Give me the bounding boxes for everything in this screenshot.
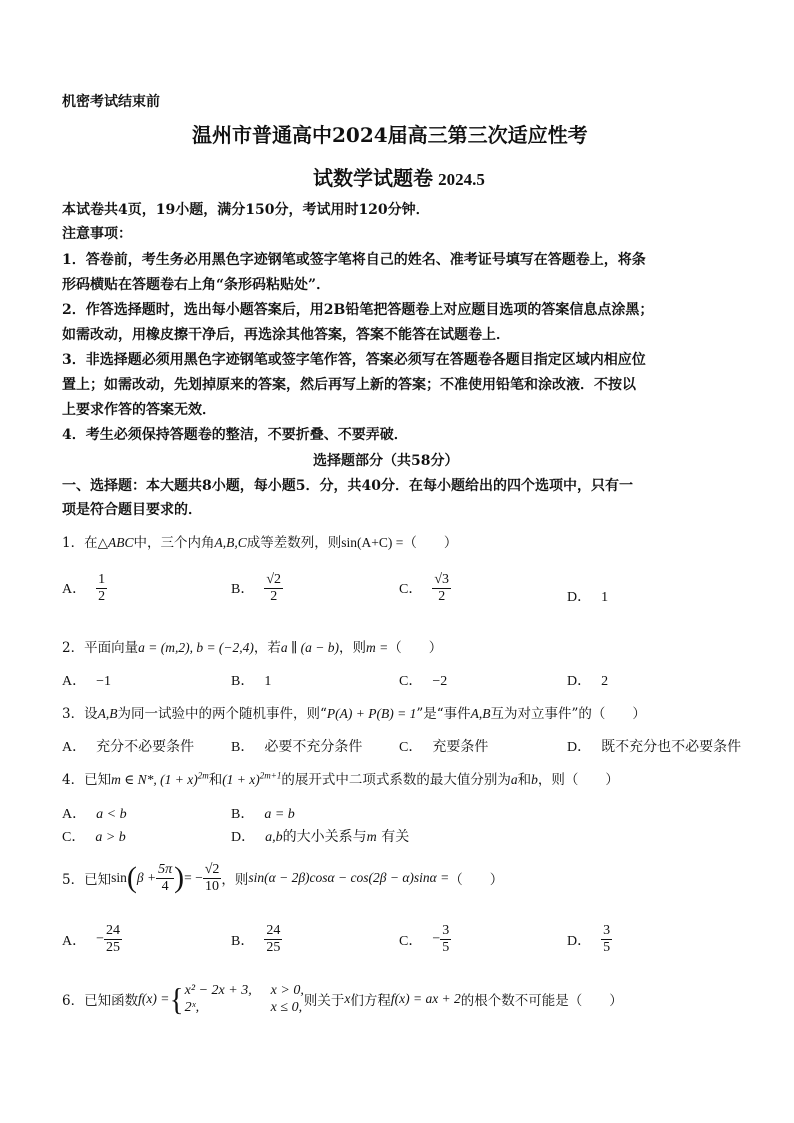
section-desc-cont: 项是符合题目要求的． bbox=[62, 502, 202, 518]
q3-option-d[interactable]: D． 既不充分也不必要条件 bbox=[567, 739, 742, 755]
q4-option-c[interactable]: C． a > b bbox=[62, 830, 126, 845]
q1-blank: （ ） bbox=[403, 535, 458, 551]
q1-option-b[interactable]: B． $\frac{√2}{2}$ bbox=[231, 572, 282, 604]
exam-title-line1: 温州市普通高中2024届高三第三次适应性考 bbox=[192, 123, 588, 147]
q2-option-a[interactable]: A． −1 bbox=[62, 674, 112, 689]
exam-intro: 本试卷共4页，19小题，满分150分，考试用时120分钟． bbox=[62, 202, 430, 218]
q1-option-c[interactable]: C． $\frac{√3}{2}$ bbox=[399, 572, 450, 604]
exam-title-line2 bbox=[313, 162, 485, 191]
confidential-label: 机密考试结束前 bbox=[62, 94, 160, 110]
exam-date: 2024.5 bbox=[438, 170, 485, 189]
q3-option-b[interactable]: B． 必要不充分条件 bbox=[231, 739, 363, 755]
q2-vectors: a = (m,2), b = (−2,4) bbox=[138, 640, 254, 655]
q6-brace: { bbox=[170, 981, 184, 1017]
question-4-stem: 4．已知m ∈ N*, $(1 + x)^{2m}$和$(1 + x)^{2m+1}$的展开式中二项式系数的最大值分别为a和b，则（ ） bbox=[62, 770, 619, 788]
question-3-stem: 3．设A,B为同一试验中的两个随机事件，则“P(A) + P(B) = 1”是“事件A,B互为对立事件”的（ ） bbox=[62, 706, 646, 722]
q5-expression: sin(α − 2β)cosα − cos(2β − α)sinα = bbox=[248, 870, 450, 885]
notice-item-3: 3．非选择题必须用黑色字迹钢笔或签字笔作答，答案必须写在答题卷各题目指定区域内相应位 bbox=[62, 352, 646, 368]
question-1-stem bbox=[62, 531, 457, 551]
q2-option-d[interactable]: D． 2 bbox=[567, 674, 609, 689]
section-desc: 一、选择题：本大题共8小题，每小题5．分，共40分．在每小题给出的四个选项中，只有一 bbox=[62, 478, 633, 494]
q2-m: m = bbox=[366, 640, 389, 655]
notice-item-1: 1．答卷前，考生务必用黑色字迹钢笔或签字笔将自己的姓名、准考证号填写在答题卷上，将条 bbox=[62, 252, 646, 268]
q3-probability: P(A) + P(B) = 1 bbox=[326, 706, 417, 721]
q3-option-a[interactable]: A． 充分不必要条件 bbox=[62, 739, 195, 755]
q4-option-d[interactable]: D． a,b的大小关系与m 有关 bbox=[231, 829, 410, 845]
q4-option-a[interactable]: A． a < b bbox=[62, 807, 127, 822]
notice-item-3-cont2: 上要求作答的答案无效． bbox=[62, 402, 216, 418]
notice-item-3-cont1: 置上；如需改动，先划掉原来的答案，然后再写上新的答案；不准使用铅笔和涂改液．不按以 bbox=[62, 377, 636, 393]
notice-item-4: 4．考生必须保持答题卷的整洁，不要折叠、不要弄破． bbox=[62, 427, 408, 443]
q6-function: f(x) = bbox=[138, 991, 170, 1006]
q2-option-b[interactable]: B． 1 bbox=[231, 674, 272, 689]
q5-option-d[interactable]: D． $\frac{3}{5}$ bbox=[567, 923, 611, 955]
q6-cases: x² − 2x + 3, x > 0, 2ˣ, x ≤ 0, bbox=[184, 983, 304, 1015]
q1-number: 1．在 bbox=[62, 535, 98, 551]
q4-option-b[interactable]: B． a = b bbox=[231, 807, 295, 822]
q1-angles: A,B,C bbox=[214, 535, 247, 550]
q1-triangle: △ABC bbox=[97, 535, 134, 550]
q2-parallel: a ∥ (a − b) bbox=[280, 640, 339, 655]
question-6-stem: 6．已知函数f(x) ={ x² − 2x + 3, x > 0, 2ˣ, x ≤ 0, 则关于x们方程f(x) = ax + 2的根个数不可能是（ ） bbox=[62, 981, 623, 1017]
q1-text: 中，三个内角 bbox=[133, 535, 215, 551]
q1-text2: 成等差数列，则 bbox=[246, 535, 342, 551]
notice-item-2-cont: 如需改动，用橡皮擦干净后，再选涂其他答案，答案不能答在试题卷上． bbox=[62, 327, 510, 343]
notice-item-2: 2．作答选择题时，选出每小题答案后，用2B铅笔把答题卷上对应题目选项的答案信息点涂黑； bbox=[62, 302, 654, 318]
q2-option-c[interactable]: C． −2 bbox=[399, 674, 448, 689]
question-5-stem: 5．已知sin(β + $\frac{5\pi}{4}$ )= − $\frac{√2}{10}$ ，则sin(α − 2β)cosα − cos(2β − α)sinα =（ ） bbox=[62, 861, 504, 894]
q5-option-c[interactable]: C． − $\frac{3}{5}$ bbox=[399, 923, 450, 955]
q1-expression: sin(A+C) = bbox=[341, 535, 404, 550]
exam-title-text: 试数学试题卷 bbox=[313, 166, 433, 190]
q5-option-a[interactable]: A． − $\frac{24}{25}$ bbox=[62, 923, 121, 955]
q5-option-b[interactable]: B． $\frac{24}{25}$ bbox=[231, 923, 281, 955]
notice-heading: 注意事项： bbox=[62, 226, 132, 242]
section-title: 选择题部分（共58分） bbox=[313, 453, 459, 469]
q1-option-d[interactable]: D． 1 bbox=[567, 590, 609, 605]
q1-option-a[interactable]: A． $\frac{1}{2}$ bbox=[62, 572, 106, 604]
notice-item-1-cont: 形码横贴在答题卷右上角“条形码粘贴处”． bbox=[62, 277, 331, 293]
question-2-stem: 2．平面向量a = (m,2), b = (−2,4)，若a ∥ (a − b)，则m =（ ） bbox=[62, 640, 443, 656]
q3-option-c[interactable]: C． 充要条件 bbox=[399, 739, 489, 755]
